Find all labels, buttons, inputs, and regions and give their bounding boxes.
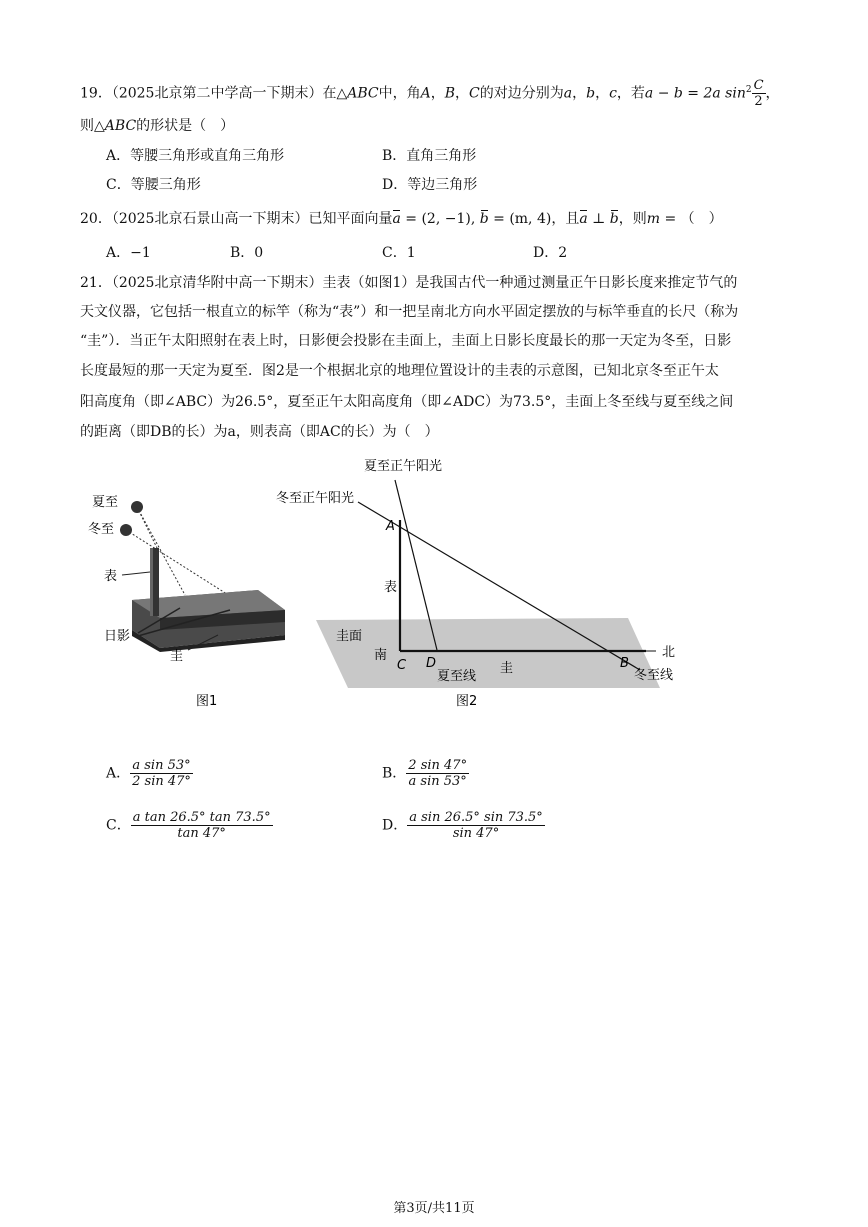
q20-option-c: C．1 (382, 245, 416, 261)
q21-option-b: B． $\frac{2 \sin 47^\circ}{\text{a sin 53°}}$ (382, 758, 468, 789)
q19-option-c: C．等腰三角形 (106, 177, 201, 193)
fig1-biao-label: 表 (104, 569, 118, 584)
point-b-label: B (620, 656, 629, 671)
q21-line-6: 的距离（即DB的长）为a，则表高（即AC的长）为（ ） (80, 424, 439, 440)
point-a-label: A (386, 519, 395, 534)
fig2-summer-line-label: 夏至线 (437, 669, 477, 684)
fig2-south-label: 南 (374, 648, 388, 663)
q19-option-b: B．直角三角形 (382, 148, 477, 164)
point-c-label: C (397, 658, 407, 673)
fig2-summer-sun-label: 夏至正午阳光 (364, 459, 443, 474)
q19-question: 则△ABC的形状是（ ） (80, 118, 235, 134)
q21-line-2: 天文仪器，它包括一根直立的标竿（称为“表”）和一把呈南北方向水平固定摆放的与标竿垂直的长尺（称为 (80, 304, 739, 320)
figure-2 (270, 450, 690, 715)
q20-option-d: D．2 (533, 245, 568, 261)
q21-line-5: 阳高度角（即∠ABC）为26.5°，夏至正午太阳高度角（即∠ADC）为73.5°，圭面上冬至线与夏至线之间 (80, 394, 734, 410)
q21-line-1: 21．（2025北京清华附中高一下期末）圭表（如图1）是我国古代一种通过测量正午日影长度来推定节气的 (80, 275, 738, 291)
q21-option-d: D． $\frac{\text{a sin 26.5° sin 73.5°}}{\sin 47^\circ}$ (382, 810, 543, 841)
gui-plane (316, 618, 660, 688)
fig2-biao-label: 表 (384, 580, 398, 595)
fig2-caption: 图2 (456, 694, 478, 709)
page-footer: 第3页/共11页 (393, 1201, 475, 1216)
q19-option-d: D．等边三角形 (382, 177, 478, 193)
fig2-north-label: 北 (662, 645, 676, 660)
q19-fraction: $\frac{C}{2}$ (753, 78, 764, 109)
fig1-caption: 图1 (196, 694, 218, 709)
fig1-gui-label: 圭 (170, 649, 184, 664)
q19-equation: a − b = 2a sin (644, 85, 746, 102)
fig2-gui-label: 圭 (500, 661, 514, 676)
q19-stem: 19．（2025北京第二中学高一下期末）在△ABC中，角A，B，C的对边分别为a，b，c，若a − b = 2a $\sin^2$ $\frac{C}{2}$ ， (80, 78, 780, 109)
q19-option-a: A．等腰三角形或直角三角形 (106, 148, 285, 164)
q21-line-3: “圭”）．当正午太阳照射在表上时，日影便会投影在圭面上，圭面上日影长度最长的那一天定为冬至，日影 (80, 333, 732, 349)
fig2-guimian-label: 圭面 (336, 629, 363, 644)
q21-option-c: C． $\frac{\text{a tan 26.5° tan 73.5°}}{\tan 47^\circ}$ (106, 810, 271, 841)
fig2-winter-sun-label: 冬至正午阳光 (276, 491, 355, 506)
figure-1 (80, 480, 300, 720)
fig2-winter-line-label: 冬至线 (634, 668, 674, 683)
q21-line-4: 长度最短的那一天定为夏至．图2是一个根据北京的地理位置设计的圭表的示意图，已知北京冬至正午太 (80, 363, 719, 379)
q20-stem: 20．（2025北京石景山高一下期末）已知平面向量a = (2, −1), b = (m, 4)，且a ⊥ b，则m = （ ） (80, 211, 723, 227)
q20-option-b: B．0 (230, 245, 264, 261)
q21-option-a: A． $\frac{\text{a sin 53°}}{2 \sin 47^\circ}$ (106, 758, 191, 789)
point-d-label: D (426, 656, 437, 671)
fig1-winter-label: 冬至 (88, 522, 115, 537)
q20-option-a: A．−1 (106, 245, 151, 261)
fig1-shadow-label: 日影 (104, 629, 131, 644)
fig1-summer-label: 夏至 (92, 495, 119, 510)
